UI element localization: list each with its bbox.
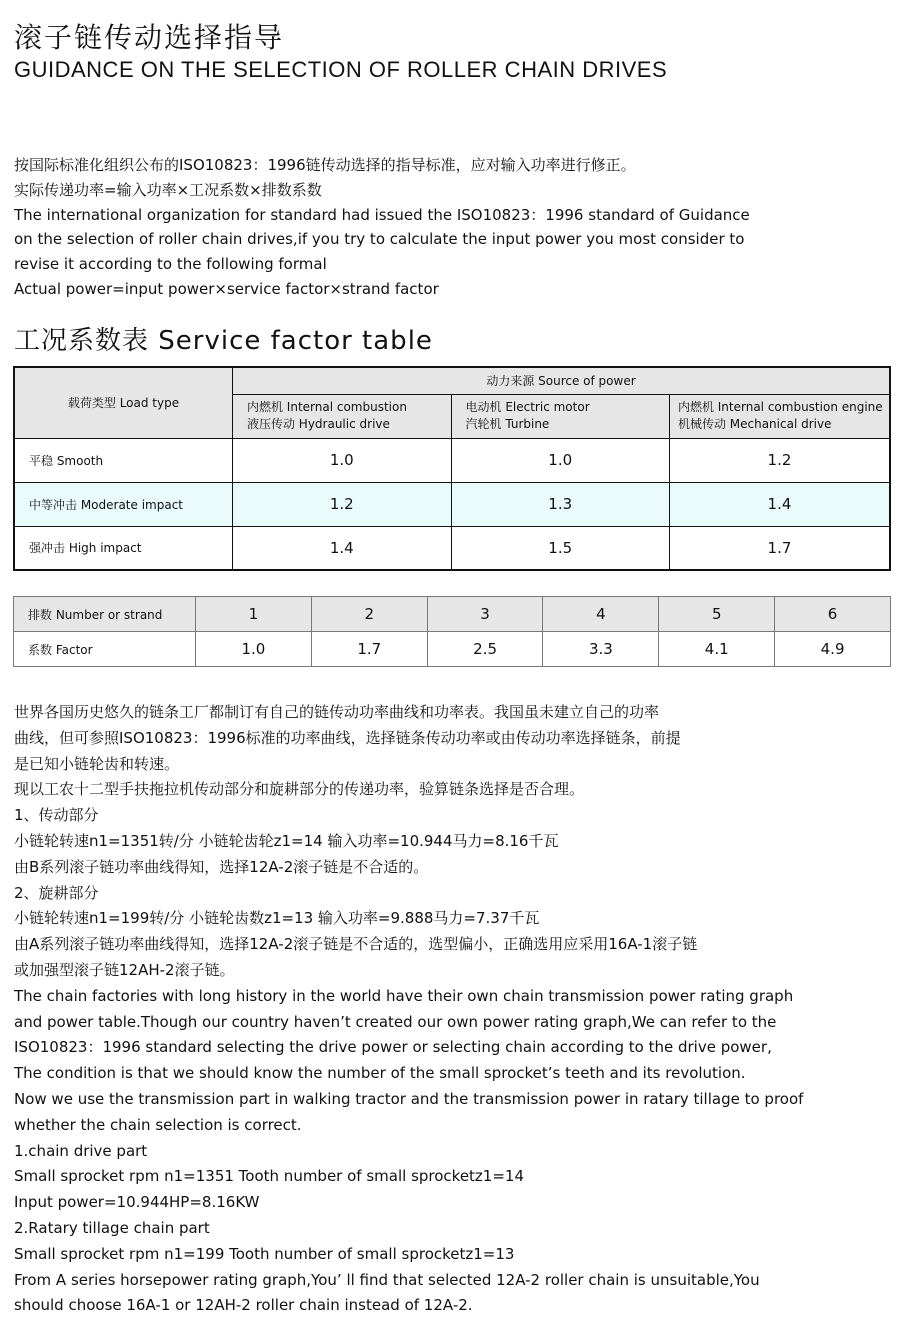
service-factor-table [13,366,891,571]
source-line: 液压传动 Hydraulic drive [246,417,390,431]
source-header-cell [451,394,669,438]
body-line: From A series horsepower rating graph,You’ ll find that selected 12A-2 roller chain is unsuitable,You [14,1270,760,1289]
factor-cell: 1.2 [232,482,451,526]
factor-cell: 1.7 [669,526,890,570]
service-factor-title: 工况系数表 Service factor table [14,326,433,356]
factor-cell: 3.3 [543,632,659,667]
intro-line: 按国际标准化组织公布的ISO10823：1996链传动选择的指导标准，应对输入功率进行修正。 [14,156,636,174]
strand-cell: 5 [659,597,775,632]
factor-label: 系数 Factor [14,632,196,667]
page-title-en: GUIDANCE ON THE SELECTION OF ROLLER CHAIN DRIVES [14,57,668,82]
intro-line: Actual power=input power×service factor×strand factor [14,279,439,298]
factor-cell: 1.5 [451,526,669,570]
source-line: 内燃机 Internal combustion [246,400,407,414]
body-line: 2.Ratary tillage chain part [14,1218,210,1237]
load-type-label: 中等冲击 Moderate impact [14,482,232,526]
source-line: 汽轮机 Turbine [465,417,550,431]
body-line: The condition is that we should know the number of the small sprocket’s teeth and its revolution. [14,1064,746,1083]
body-line: 1、传动部分 [14,806,99,825]
factor-cell: 1.0 [451,438,669,482]
table-row [14,526,890,570]
body-line: 2、旋耕部分 [14,883,99,902]
body-line: 小链轮转速n1=1351转/分 小链轮齿轮z1=14 输入功率=10.944马力=8.16千瓦 [14,831,559,850]
body-line: 由A系列滚子链功率曲线得知，选择12A-2滚子链是不合适的，选型偏小，正确选用应采用16A-1滚子链 [14,935,698,954]
intro-line: The international organization for standard had issued the ISO10823：1996 standard of Guidance [14,205,750,224]
load-type-header: 载荷类型 Load type [14,367,232,438]
source-header-cell [232,394,451,438]
strand-cell: 1 [196,597,312,632]
strand-cell: 4 [543,597,659,632]
body-line: Input power=10.944HP=8.16KW [14,1193,260,1212]
body-line: 世界各国历史悠久的链条工厂都制订有自己的链传动功率曲线和功率表。我国虽未建立自己的功率 [14,703,660,721]
table-row [14,632,891,667]
page-title-cn: 滚子链传动选择指导 [14,21,285,54]
body-line: The chain factories with long history in the world have their own chain transmission power rating graph [14,986,794,1005]
body-line: 是已知小链轮齿和转速。 [14,754,180,773]
source-line: 内燃机 Internal combustion engine [677,400,883,414]
body-line: Small sprocket rpm n1=1351 Tooth number of small sprocketz1=14 [14,1167,524,1186]
strand-cell: 3 [427,597,543,632]
load-type-label: 平稳 Smooth [14,438,232,482]
body-line: ISO10823：1996 standard selecting the drive power or selecting chain according to the drive power, [14,1038,772,1057]
factor-cell: 1.3 [451,482,669,526]
factor-cell: 4.1 [659,632,775,667]
intro-line: revise it according to the following formal [14,255,327,274]
factor-cell: 2.5 [427,632,543,667]
strand-label: 排数 Number or strand [14,597,196,632]
table-row [14,482,890,526]
strand-cell: 2 [311,597,427,632]
source-header-cell [669,394,890,438]
body-line: 小链轮转速n1=199转/分 小链轮齿数z1=13 输入功率=9.888马力=7.37千瓦 [14,909,540,928]
body-text [14,700,884,1319]
source-line: 机械传动 Mechanical drive [677,417,832,431]
intro-line: on the selection of roller chain drives,if you try to calculate the input power you most consider to [14,230,745,249]
factor-cell: 1.4 [232,526,451,570]
factor-cell: 1.0 [232,438,451,482]
factor-cell: 1.0 [196,632,312,667]
body-line: 或加强型滚子链12AH-2滚子链。 [14,960,235,979]
factor-cell: 1.4 [669,482,890,526]
factor-cell: 1.2 [669,438,890,482]
body-line: and power table.Though our country haven’t created our own power rating graph,We can refer to the [14,1012,777,1031]
strand-cell: 6 [775,597,891,632]
body-line: should choose 16A-1 or 12AH-2 roller chain instead of 12A-2. [14,1296,473,1315]
body-line: 现以工农十二型手扶拖拉机传动部分和旋耕部分的传递功率，验算链条选择是否合理。 [14,780,585,799]
body-line: 1.chain drive part [14,1141,148,1160]
body-line: 由B系列滚子链功率曲线得知，选择12A-2滚子链是不合适的。 [14,857,429,876]
factor-cell: 1.7 [311,632,427,667]
intro-line: 实际传递功率=输入功率×工况系数×排数系数 [14,180,322,199]
load-type-label: 强冲击 High impact [14,526,232,570]
body-line: Now we use the transmission part in walking tractor and the transmission power in ratary tillage to proof [14,1089,804,1108]
body-line: whether the chain selection is correct. [14,1115,302,1134]
body-line: Small sprocket rpm n1=199 Tooth number of small sprocketz1=13 [14,1244,515,1263]
table-row [14,597,891,632]
power-source-header: 动力来源 Source of power [232,367,890,394]
factor-cell: 4.9 [775,632,891,667]
body-line: 曲线，但可参照ISO10823：1996标准的功率曲线，选择链条传动功率或由传动功率选择链条，前提 [14,728,681,747]
intro-paragraph [14,153,884,302]
source-line: 电动机 Electric motor [465,400,590,414]
strand-factor-table [13,596,891,667]
table-row [14,438,890,482]
